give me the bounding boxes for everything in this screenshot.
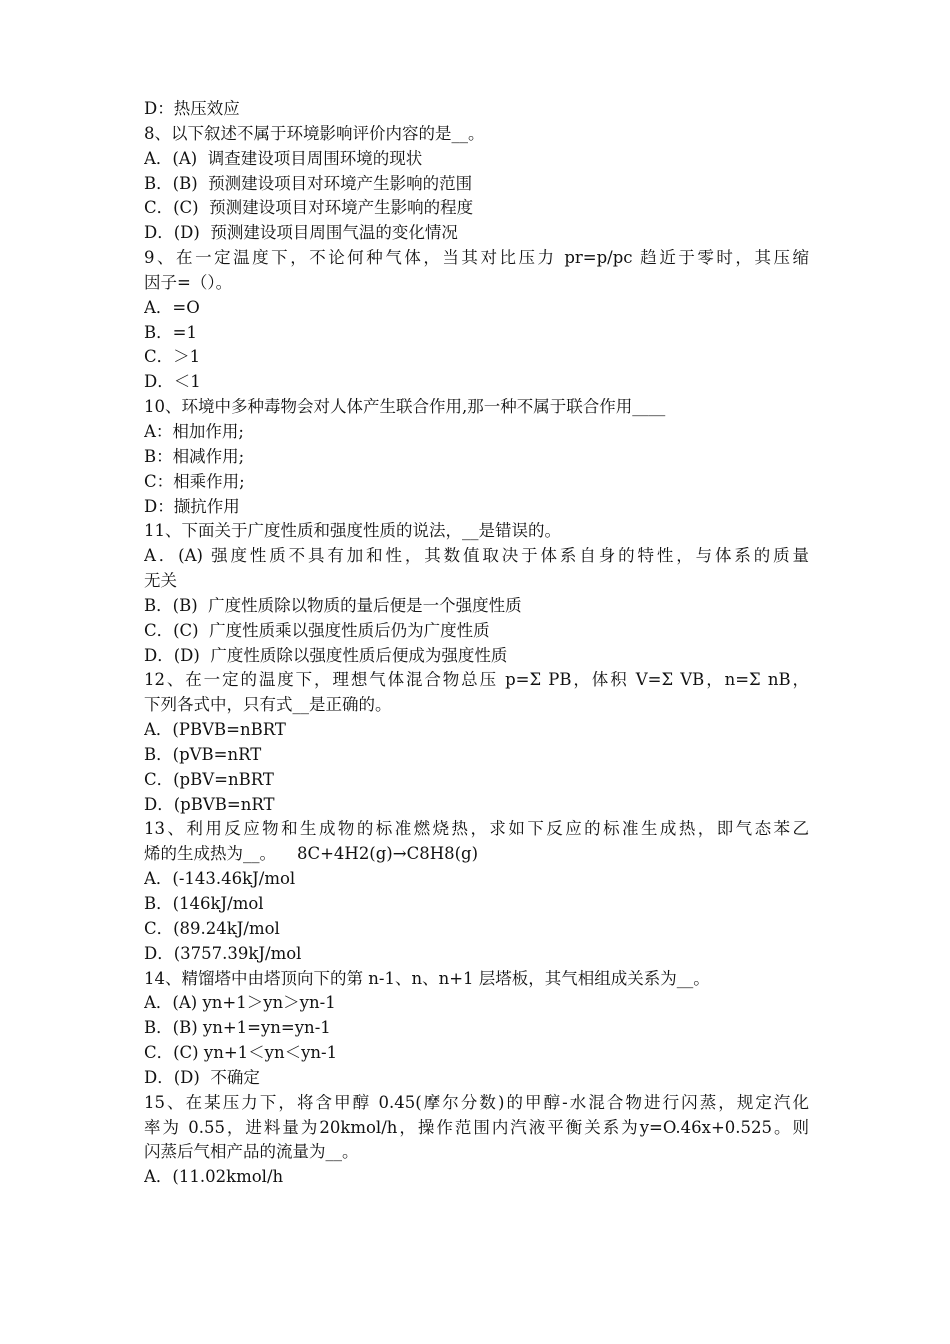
text-line: C．＞1 bbox=[144, 347, 201, 367]
text-line: C．(89.24kJ/mol bbox=[144, 918, 280, 938]
text-line: 下列各式中，只有式__是正确的。 bbox=[144, 695, 392, 715]
text-line: D．(D) 不确定 bbox=[144, 1067, 260, 1087]
text-line: A．=O bbox=[144, 297, 200, 317]
text-line: A．(A) yn+1＞yn＞yn-1 bbox=[144, 993, 336, 1013]
text-line: A．(-143.46kJ/mol bbox=[144, 869, 296, 889]
text-line: A．(A) 强度性质不具有加和性，其数值取决于体系自身的特性，与体系的质量 bbox=[144, 546, 809, 566]
text-line: B．(B) 广度性质除以物质的量后便是一个强度性质 bbox=[144, 595, 522, 615]
text-line: B．=1 bbox=[144, 322, 197, 342]
text-line: D．(3757.39kJ/mol bbox=[144, 943, 302, 963]
text-line: 8、以下叙述不属于环境影响评价内容的是__。 bbox=[144, 123, 485, 143]
text-line: A：相加作用; bbox=[144, 421, 244, 441]
text-line: 13、利用反应物和生成物的标准燃烧热，求如下反应的标准生成热，即气态苯乙 bbox=[144, 819, 809, 839]
text-line: C：相乘作用; bbox=[144, 471, 245, 491]
text-line: D：撷抗作用 bbox=[144, 496, 240, 516]
text-line: B：相减作用; bbox=[144, 446, 245, 466]
text-line: D：热压效应 bbox=[144, 99, 240, 118]
text-line: 无关 bbox=[144, 571, 177, 591]
text-line: A．(PBVB=nBRT bbox=[144, 720, 286, 740]
document-page bbox=[144, 97, 809, 1190]
text-line: 因子=（）。 bbox=[144, 272, 233, 292]
text-line: 15、在某压力下，将含甲醇 0.45(摩尔分数)的甲醇-水混合物进行闪蒸，规定汽化 bbox=[144, 1092, 809, 1112]
text-line: B．(B) yn+1=yn=yn-1 bbox=[144, 1018, 331, 1038]
text-line: C．(pBV=nBRT bbox=[144, 769, 274, 789]
text-line: C．(C) 广度性质乘以强度性质后仍为广度性质 bbox=[144, 620, 490, 640]
text-line: B．(146kJ/mol bbox=[144, 894, 264, 913]
text-line: 9、在一定温度下，不论何种气体，当其对比压力 pr=p/pc 趋近于零时，其压缩 bbox=[144, 248, 809, 268]
text-line: B．(pVB=nRT bbox=[144, 744, 262, 764]
text-line: D．(D) 预测建设项目周围气温的变化情况 bbox=[144, 223, 458, 243]
text-line: 10、环境中多种毒物会对人体产生联合作用,那一种不属于联合作用____ bbox=[144, 397, 666, 417]
text-line: C．(C) 预测建设项目对环境产生影响的程度 bbox=[144, 198, 474, 218]
text-line: D．(D) 广度性质除以强度性质后便成为强度性质 bbox=[144, 645, 508, 665]
text-line: 闪蒸后气相产品的流量为__。 bbox=[144, 1142, 359, 1162]
text-line: 率为 0.55，进料量为20kmol/h，操作范围内汽液平衡关系为y=O.46x+0.525。则 bbox=[144, 1117, 809, 1137]
text-line: 烯的生成热为__。 8C+4H2(g)→C8H8(g) bbox=[144, 844, 479, 864]
text-line: C．(C) yn+1＜yn＜yn-1 bbox=[144, 1043, 338, 1063]
text-line: B．(B) 预测建设项目对环境产生影响的范围 bbox=[144, 173, 473, 193]
text-line: D．＜1 bbox=[144, 372, 201, 392]
text-line: 11、下面关于广度性质和强度性质的说法，__是错误的。 bbox=[144, 521, 561, 541]
text-line: 12、在一定的温度下，理想气体混合物总压 p=Σ PB，体积 V=Σ VB，n=Σ nB， bbox=[144, 670, 809, 690]
text-line: D．(pBVB=nRT bbox=[144, 794, 275, 814]
text-line: A．(11.02kmol/h bbox=[144, 1167, 284, 1187]
text-line: A．(A) 调查建设项目周围环境的现状 bbox=[144, 148, 423, 168]
text-line: 14、精馏塔中由塔顶向下的第 n-1、n、n+1 层塔板，其气相组成关系为__。 bbox=[144, 968, 710, 988]
